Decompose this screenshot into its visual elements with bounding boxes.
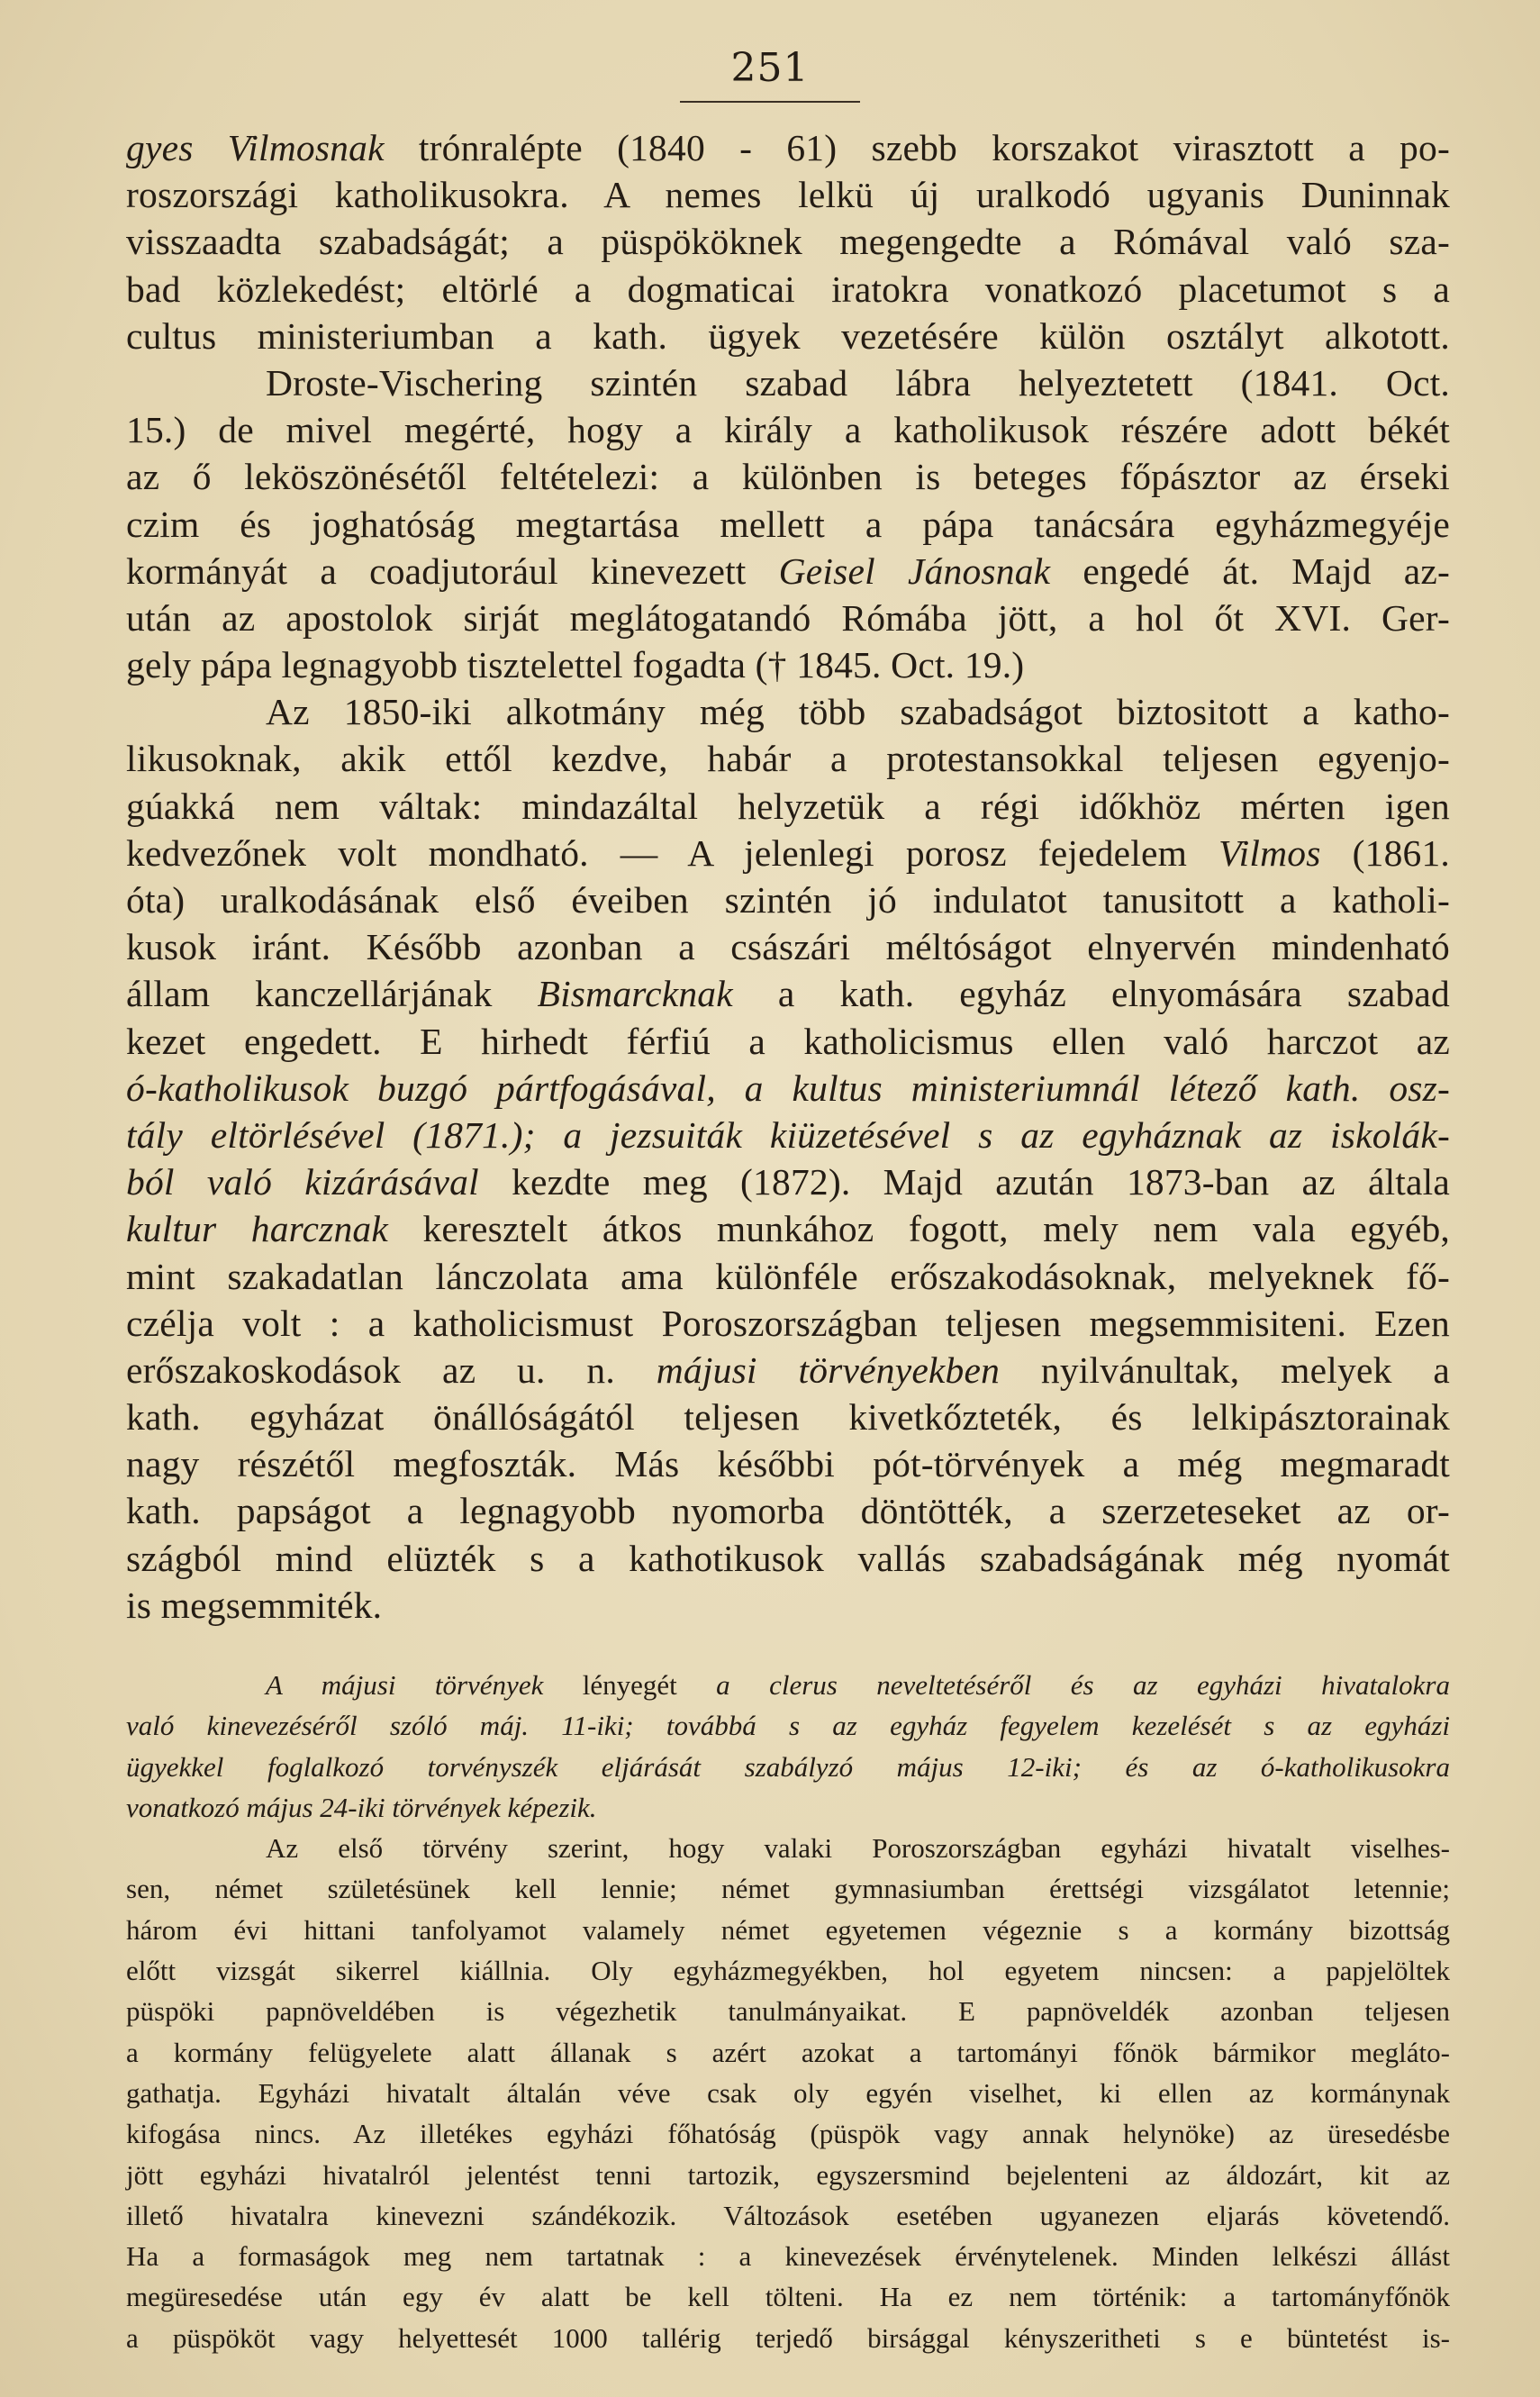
text-run: 15.) de mivel megérté, hogy a király a katholikusok részére adott békét (126, 409, 1450, 451)
text-run: a kath. egyház elnyomására szabad (732, 973, 1451, 1015)
body-line (126, 548, 1450, 595)
body-line (126, 1487, 1450, 1534)
body-line (126, 830, 1450, 876)
body-line (126, 970, 1450, 1017)
body-line (126, 1112, 1450, 1158)
text-run: kifogása nincs. Az illetékes egyházi főhatóság (püspök vagy annak helynöke) az üresedésbe (126, 2118, 1450, 2150)
body-line (126, 1440, 1450, 1487)
text-run: bad közlekedést; eltörlé a dogmaticai iratokra vonatkozó placetumot s a (126, 268, 1450, 310)
text-run: óta) uralkodásának első éveiben szintén jó indulatot tanusitott a katholi- (126, 879, 1450, 921)
text-run: előtt vizsgát sikerrel kiállnia. Oly egyházmegyékben, hol egyetem nincsen: a papjelöltek (126, 1955, 1450, 1987)
note-line (126, 1705, 1450, 1746)
text-run: szágból mind elüzték s a kathotikusok vallás szabadságának még nyomát (126, 1537, 1450, 1579)
text-run: is megsemmiték. (126, 1584, 383, 1626)
text-run: Ha a formaságok meg nem tartatnak : a kinevezések érvénytelenek. Minden lelkészi állást (126, 2240, 1450, 2273)
text-run: kath. egyházat önállóságától teljesen kivetkőzteték, és lelkipásztorainak (126, 1396, 1450, 1439)
text-run: a püspököt vagy helyettesét 1000 tallérig terjedő birsággal kényszeritheti s e büntetést is- (126, 2321, 1450, 2354)
body-line (126, 1158, 1450, 1205)
text-run: jött egyházi hivatalról jelentést tenni tartozik, egyszersmind bejelenteni az áldozárt, kit az (126, 2158, 1450, 2191)
text-run: czim és joghatóság megtartása mellett a pápa tanácsára egyházmegyéje (126, 503, 1450, 545)
italic-text: Geisel Jánosnak (778, 549, 1051, 592)
italic-text: májusi törvényekben (656, 1348, 1001, 1391)
text-run: sen, német születésünek kell lennie; német gymnasiumban érettségi vizsgálatot letennie; (126, 1873, 1450, 1905)
note-line (126, 1787, 1450, 1828)
text-run: kath. papságot a legnagyobb nyomorba döntötték, a szerzeteseket az or- (126, 1490, 1450, 1532)
body-line (126, 266, 1450, 313)
body-line (126, 1582, 1450, 1629)
text-run: a kormány felügyelete alatt állanak s azért azokat a tartományi főnök bármikor megláto- (126, 2036, 1450, 2068)
header-rule (680, 101, 860, 103)
text-run: kormányát a coadjutorául kinevezett (126, 549, 779, 592)
text-run: kezdte meg (1872). Majd azután 1873-ban az általa (478, 1161, 1450, 1203)
text-run: erőszakoskodások az u. n. (126, 1348, 657, 1391)
body-line (126, 218, 1450, 265)
note-line (126, 2113, 1450, 2154)
italic-text: ó-katholikusok buzgó pártfogásával, a kultus ministeriumnál létező kath. osz- (126, 1067, 1450, 1109)
text-run: megüresedése után egy év alatt be kell tölteni. Ha ez nem történik: a tartományfőnök (126, 2281, 1450, 2313)
text-run: nagy részétől megfoszták. Más későbbi pót-törvények a még megmaradt (126, 1443, 1450, 1485)
body-line (126, 501, 1450, 548)
text-run: kusok iránt. Később azonban a császári méltóságot elnyervén mindenható (126, 926, 1450, 968)
body-line (126, 1253, 1450, 1300)
text-run: cultus ministeriumban a kath. ügyek vezetésére külön osztályt alkotott. (126, 314, 1450, 357)
text-run: gathatja. Egyházi hivatalt általán véve csak oly egyén viselhet, ki ellen az kormánynak (126, 2076, 1450, 2109)
body-line (126, 876, 1450, 923)
body-line (126, 1300, 1450, 1347)
body-line (126, 1065, 1450, 1112)
note-line (126, 1950, 1450, 1991)
text-run: püspöki papnöveldében is végezhetik tanulmányaikat. E papnöveldék azonban teljesen (126, 1995, 1450, 2028)
italic-text: Vilmosnak (227, 127, 385, 168)
text-run: után az apostolok sirját meglátogatandó Rómába jött, a hol őt XVI. Ger- (126, 596, 1450, 639)
text-run: czélja volt : a katholicismust Poroszországban teljesen megsemmisiteni. Ezen (126, 1302, 1450, 1344)
italic-text: Vilmos (1218, 831, 1321, 874)
text-run: gely pápa legnagyobb tisztelettel fogadta († 1845. Oct. 19.) (126, 644, 1025, 686)
main-text-body (126, 124, 1450, 1629)
body-line (126, 1347, 1450, 1394)
body-line (126, 313, 1450, 359)
body-line (126, 1535, 1450, 1582)
note-line (126, 1868, 1450, 1909)
footnote-text-body (126, 1665, 1450, 2358)
body-line (126, 124, 1450, 171)
body-line (126, 359, 1450, 406)
body-line (126, 783, 1450, 830)
text-run: nyilvánultak, melyek a (1000, 1348, 1450, 1391)
text-run: (1861. (1320, 831, 1450, 874)
note-line (126, 2155, 1450, 2195)
text-run: engedé át. Majd az- (1050, 549, 1451, 592)
body-line (126, 595, 1450, 641)
italic-text: a clerus neveltetéséről és az egyházi hivatalokra (716, 1669, 1450, 1701)
text-run: kedvezőnek volt mondható. — A jelenlegi porosz fejedelem (126, 831, 1219, 874)
text-run: gúakká nem váltak: mindazáltal helyzetük a régi időkhöz mérten igen (126, 785, 1450, 827)
note-line (126, 1828, 1450, 1868)
italic-text: ügyekkel foglalkozó torvényszék eljárását szabályzó május 12-iki; és az ó-katholikusokra (126, 1750, 1450, 1783)
text-run: visszaadta szabadságát; a püspököknek megengedte a Rómával való sza- (126, 221, 1450, 263)
italic-text: A májusi törvények (266, 1669, 544, 1701)
body-line (126, 923, 1450, 970)
body-line (126, 1205, 1450, 1252)
text-run: trónralépte (1840 - 61) szebb korszakot virasztott a po- (384, 127, 1450, 168)
italic-text: ból való kizárásával (126, 1161, 479, 1203)
note-line (126, 2073, 1450, 2113)
note-line (126, 1665, 1450, 1705)
text-run: Az első törvény szerint, hogy valaki Poroszországban egyházi hivatalt viselhes- (266, 1832, 1450, 1865)
note-line (126, 2276, 1450, 2317)
note-line (126, 2032, 1450, 2073)
text-run: állam kanczellárjának (126, 973, 538, 1015)
body-line (126, 171, 1450, 218)
note-line (126, 2236, 1450, 2276)
body-line (126, 453, 1450, 500)
note-line (126, 2318, 1450, 2358)
body-line (126, 641, 1450, 688)
text-run: lényegét (543, 1669, 717, 1701)
body-line (126, 406, 1450, 453)
text-run: Droste-Vischering szintén szabad lábra helyeztetett (1841. Oct. (266, 361, 1450, 404)
text-run: kezet engedett. E hirhedt férfiú a katholicismus ellen való harczot az (126, 1020, 1450, 1062)
page-number: 251 (730, 45, 810, 91)
note-line (126, 1747, 1450, 1787)
body-line (126, 1394, 1450, 1440)
text-run: keresztelt átkos munkához fogott, mely nem vala egyéb, (387, 1208, 1450, 1250)
text-run: három évi hittani tanfolyamot valamely német egyetemen végeznie s a kormány bizottság (126, 1913, 1450, 1946)
note-line (126, 1910, 1450, 1950)
note-line (126, 2195, 1450, 2236)
italic-text: tály eltörlésével (1871.); a jezsuiták kiüzetésével s az egyháznak az iskolák- (126, 1113, 1450, 1156)
text-run: az ő leköszönésétől feltételezi: a különben is beteges főpásztor az érseki (126, 456, 1450, 498)
note-line (126, 1991, 1450, 2031)
italic-text: Bismarcknak (537, 973, 733, 1015)
italic-text: vonatkozó május 24-iki törvények képezik. (126, 1791, 597, 1823)
body-line (126, 735, 1450, 782)
text-run: roszországi katholikusokra. A nemes lelkü új uralkodó ugyanis Duninnak (126, 174, 1450, 216)
text-run: likusoknak, akik ettől kezdve, habár a protestansokkal teljesen egyenjo- (126, 738, 1450, 780)
text-run: mint szakadatlan lánczolata ama különféle erőszakodásoknak, melyeknek fő- (126, 1255, 1450, 1297)
italic-text: való kinevezéséről szóló máj. 11-iki; továbbá s az egyház fegyelem kezelését s az egyházi (126, 1710, 1450, 1742)
text-run: illető hivatalra kinevezni szándékozik. Változások esetében ugyanezen eljarás követendő. (126, 2199, 1450, 2231)
italic-text: gyes (126, 127, 228, 168)
body-line (126, 1018, 1450, 1065)
text-run: Az 1850-iki alkotmány még több szabadságot biztositott a katho- (266, 691, 1450, 733)
body-line (126, 688, 1450, 735)
italic-text: kultur harcznak (126, 1208, 388, 1250)
